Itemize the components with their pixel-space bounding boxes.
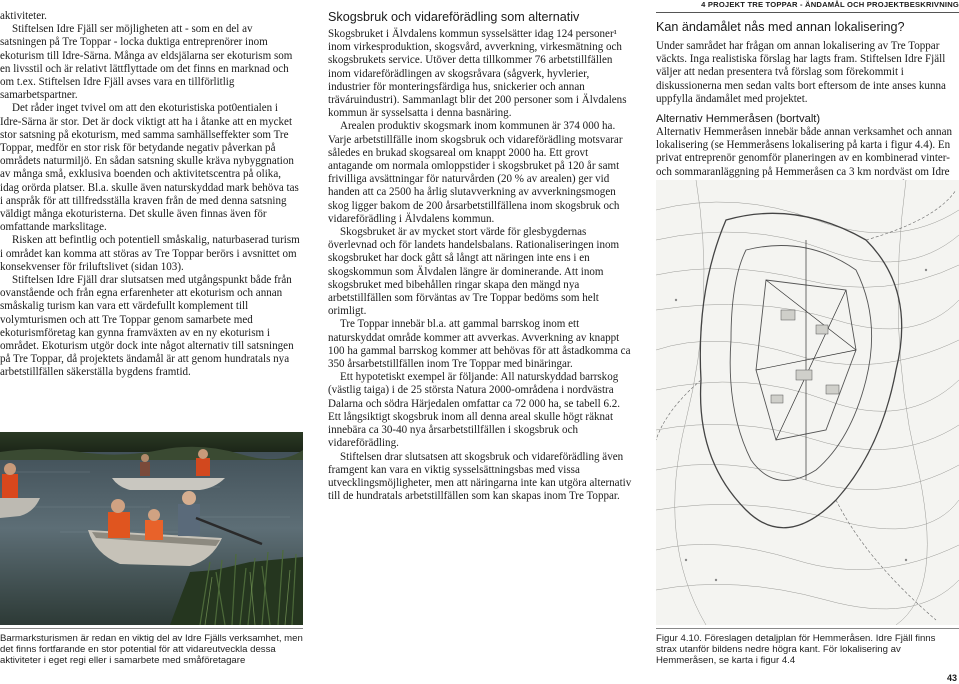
detailplan-map [656, 180, 959, 625]
paragraph: Ett hypotetiskt exempel är följande: All naturskyddad barrskog (västlig taiga) i de 25 största Natura 2000-områdena i nordvästra Dalarna och södra Härjedalen omfattar ca 72 000 ha, se tabell 6.2. Ett långsiktigt skogsbruk inom all denna areal skulle högt räknat innebära ca 30-40 nya årsarbetstillfällen i skogsbruk och vidareförädling. [328, 371, 621, 450]
column-left [0, 10, 300, 380]
paragraph: Arealen produktiv skogsmark inom kommunen är 374 000 ha. Varje arbetstillfälle inom skogsbruk och vidareförädling motsvarar således en brukad skogsareal om knappt 2000 ha. Ett grovt antagande om normala omloppstider i skogsbruket på 120 år samt frivilliga avsättningar för naturvården (20 % av arealen) ger vid handen att ca 2500 ha årlig slutavverkning av avverkningsmogen skog ligger bakom de 200 årsarbetstillfällena inom skogsbruk och vidareförädling i Älvdalens kommun. [328, 120, 623, 225]
paragraph: Under samrådet har frågan om annan lokalisering av Tre Toppar väckts. Inga realistiska förslag har lagts fram. Stiftelsen Idre Fjäll väljer att nedan presentera två förslag som förekommit i diskussionerna men sedan valts bort eftersom de inte anses kunna uppfylla ändamålet med projektet. [656, 40, 946, 105]
header-rule [656, 12, 959, 13]
paragraph: Skogsbruket i Älvdalens kommun sysselsätter idag 124 personer¹ inom virkesproduktion, skogsvård, avverkning, virkesmätning och skogsbrukets service. Utöver detta tillkommer 76 arbetstillfällen inom vidareförädlingen av skogsråvara (sågverk, hyvlerier, industrier för monteringsfärdiga hus, snickerier och annan träváruindustri). Sammanlagt blir det 200 personer som i Älvdalens kommun är sysselsatta i denna basnäring. [328, 28, 627, 120]
caption-rule [0, 628, 303, 629]
figure-caption: Figur 4.10. Föreslagen detaljplan för Hemmeråsen. Idre Fjäll finns strax utanför bildens nedre högra kant. För lokalisering av Hemmeråsen, se karta i figur 4.4 [656, 633, 936, 667]
paragraph: aktiviteter. [0, 10, 47, 22]
page-number: 43 [946, 673, 957, 683]
subsection-heading: Alternativ Hemmeråsen (bortvalt) [656, 113, 821, 126]
paragraph: Skogsbruket är av mycket stort värde för glesbygdernas överlevnad och för landets handelsbalans. Rationaliseringen inom skogsbruket har dock gått så långt att näringen inte ens i en skogskommun som Älvdalen längre är dominerande. Att inom skogsbruket med bibehållen ringar skapa den mängd nya arbetstillfällen som förväntas av Tre Toppar bedöms som helt orimligt. [328, 226, 620, 318]
paragraph: Stiftelsen drar slutsatsen att skogsbruk och vidareförädling även framgent kan vara en viktig sysselsättningsbas med vissa utvecklingsmöjligheter, men att näringarna inte kan utgöra alternativ till de hundratals arbetstillfällen som kan skapas inom Tre Toppar. [328, 450, 632, 503]
canoe-photo [0, 432, 303, 625]
section-heading: Kan ändamålet nås med annan lokalisering? [656, 20, 905, 34]
paragraph: Tre Toppar innebär bl.a. att gammal barrskog inom ett naturskyddat område kommer att avverkas. Avverkning av knappt 100 ha gammal barrskog kommer att behövas för att åstadkomma ca 350 årsarbetstillfällen inom Tre Toppar med binäringar. [328, 318, 631, 371]
paragraph: Alternativ Hemmeråsen innebär både annan verksamhet och annan lokalisering (se Hemmeråsens lokalisering på karta i figur 4.4). En privat entreprenör genomför planeringen av en kombinerad vinter- och sommaranläggning på Hemmeråsen ca 3 km nordväst om Idre [656, 126, 952, 178]
column-middle [328, 10, 633, 503]
paragraph: Det råder inget tvivel om att den ekoturistiska pot0entialen i Idre-Särna är stor. Det är dock viktigt att ha i åtanke att en mycket stor satsning på ekoturism, med samma samhällseffekter som Tre Toppar, medför en stor risk för betydande negativ påverkan på områdets naturmiljö. En sådan satsning skulle kräva nybyggnation av många små, exklusiva boenden och aktivitetscentra på olika, idag orörda platser. Bl.a. skulle även naturskyddad mark behöva tas i anspråk för att tillfredsställa kraven från de med denna satsning väldigt många ekoturisterna. Det skulle även finnas även för omfattande markslitage. [0, 102, 299, 234]
paragraph: Stiftelsen Idre Fjäll ser möjligheten att - som en del av satsningen på Tre Toppar - locka duktiga entreprenörer inom ekoturism till Idre-Särna. Många av eldsjälarna ser ekoturism som en livsstil och är relativt lättflyttade om det finns en marknad och om t.ex. Stiftelsen Idre Fjäll avses vara en tillförlitlig samarbetspartner. [0, 23, 293, 102]
photo-caption: Barmarksturismen är redan en viktig del av Idre Fjälls verksamhet, men det finns fortfarande en stor potential för att vidareutveckla dessa aktiviteter i eget regi eller i samarbete med småföretagare [0, 633, 303, 667]
paragraph: Risken att befintlig och potentiell småskalig, naturbaserad turism i området kan komma att störas av Tre Toppar berörs i avsnittet om konsekvenser för friluftslivet (sidan 103). [0, 234, 300, 273]
caption-rule [656, 628, 959, 629]
running-header: 4 PROJEKT TRE TOPPAR - ÄNDAMÅL OCH PROJEKTBESKRIVNING [701, 0, 959, 9]
section-heading: Skogsbruk och vidareförädling som alternativ [328, 10, 580, 24]
paragraph: Stiftelsen Idre Fjäll drar slutsatsen med utgångspunkt både från ovanstående och från egna erfarenheter att ekoturism och annan småskalig turism kan vara ett värdefullt komplement till volymturismen och att Tre Toppar genom samarbete med ekoturismföretag kan gynna framväxten av en ny ekoturism i området. Ekoturism utgör dock inte något alternativ till satsningen på Tre Toppar, då projektets ändamål är att genom hundratals nya arbetstillfällen säkerställa bygdens framtid. [0, 274, 294, 379]
